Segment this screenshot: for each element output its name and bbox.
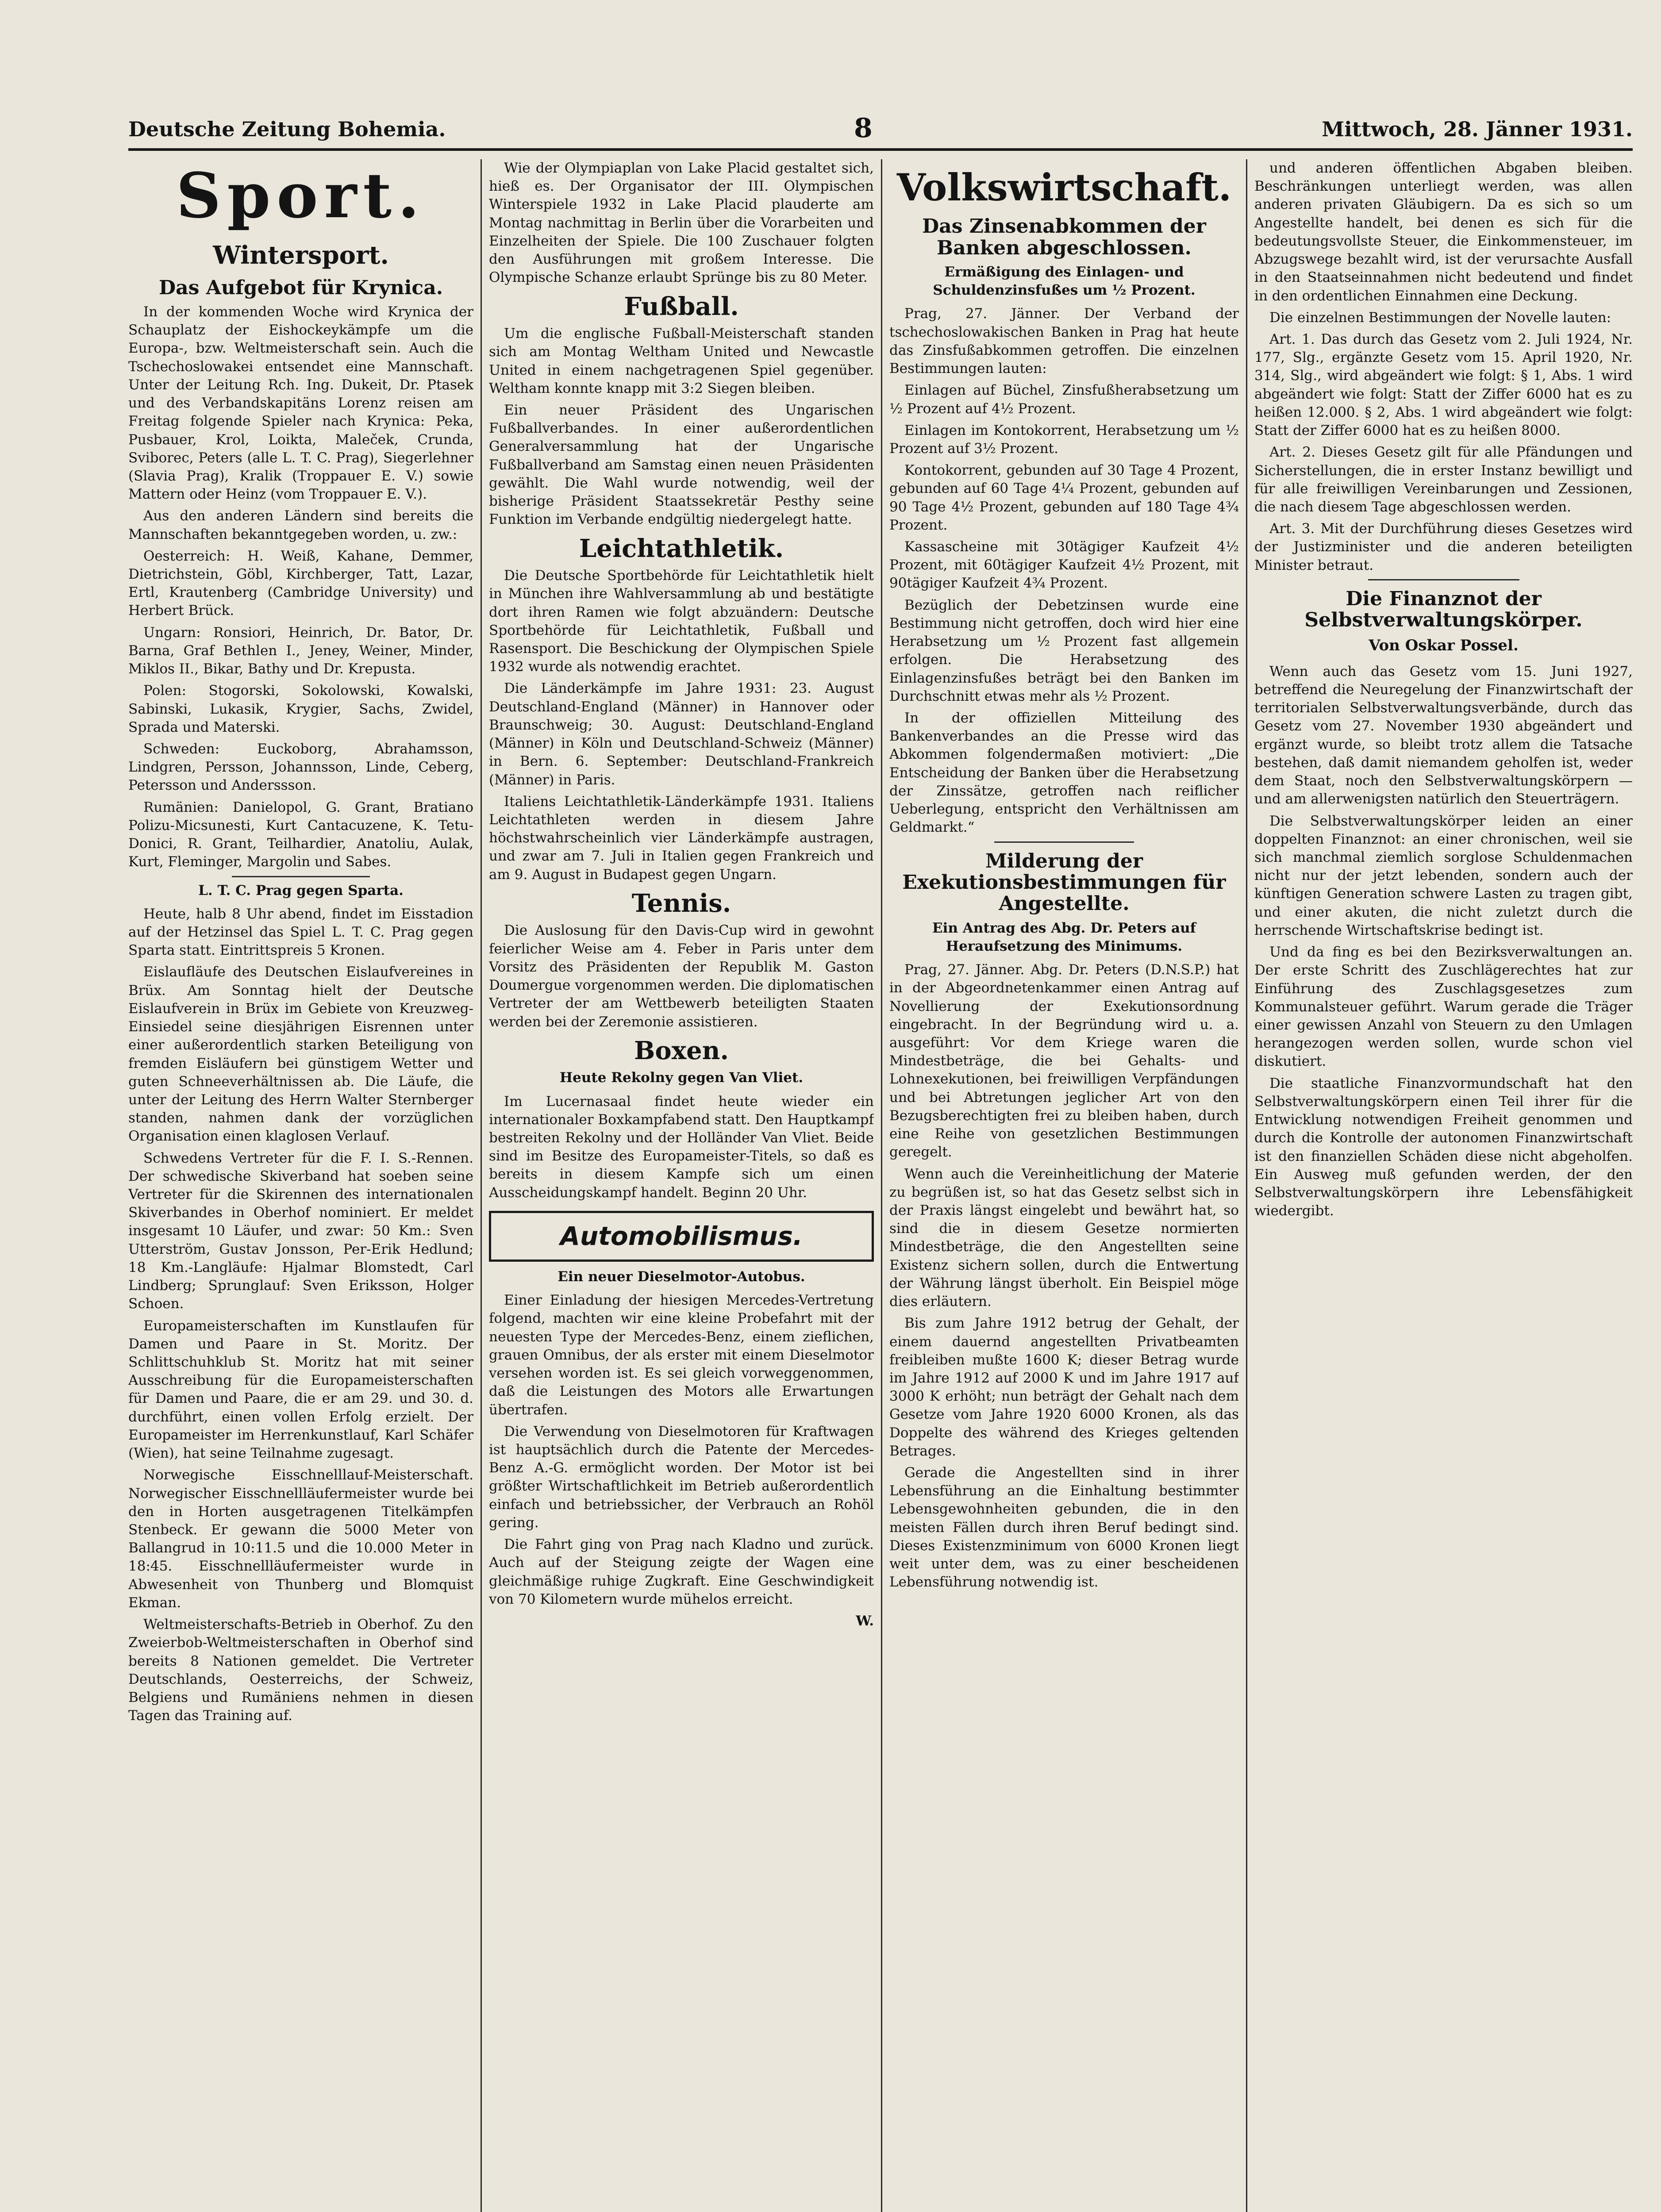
article-paragraph: Wenn auch das Gesetz vom 15. Juni 1927, betreffend die Neuregelung der Finanzwirtschaft der territorialen Selbstverwaltungsverbände, durch das Gesetz vom 27. November 1930 abgeändert und ergänzt wurde, so bleibt trotz allem die Tatsache bestehen, daß damit niemandem geholfen ist, weder dem Staat, noch den Selbstverwaltungskörpern — und am allerwenigsten natürlich den Steuerträgern. bbox=[1254, 663, 1633, 807]
subheading-autobus: Ein neuer Dieselmotor-Autobus. bbox=[558, 1269, 805, 1285]
heading-krynica: Das Aufgebot für Krynica. bbox=[158, 276, 443, 299]
heading-sparta: L. T. C. Prag gegen Sparta. bbox=[198, 882, 404, 899]
article-paragraph: Art. 1. Das durch das Gesetz vom 2. Juli 1924, Nr. 177, Slg., ergänzte Gesetz vom 15. April 1920, Nr. 314, Slg., wird abgeändert wie folgt: § 1, Abs. 1 wird abgeändert wie folgt: Statt der Ziffer 6000 hat es zu heißen 12.000. § 2, Abs. 1 wird abgeändert wie folgt: Statt der Ziffer 6000 hat es zu heißen 8000. bbox=[1254, 331, 1633, 439]
article-paragraph: Die Selbstverwaltungskörper leiden an einer doppelten Finanznot: an einer chronischen, weil sie sich manchmal ziemlich sorglose Schuldenmachen nicht nur der jetzt lebenden, sondern auch der künftigen Generation schwere Lasten zu tragen gibt, und einer akuten, die nicht zuletzt durch die herrschende Wirtschaftskrise bedingt ist. bbox=[1254, 813, 1633, 938]
article-paragraph: Norwegische Eisschnelllauf-Meisterschaft. Norwegischer Eisschnellläufermeister wurde bei den in Horten ausgetragenen Titelkämpfen Stenbeck. Er gewann die 5000 Meter von Ballangrud in 10:11.5 und die 10.000 Meter in 18:45. Eisschnellläufermeister wurde in Abwesenheit von Thunberg und Blomquist Ekman. bbox=[128, 1467, 473, 1611]
column-volkswirtschaft-continued bbox=[1254, 159, 1633, 2212]
article-paragraph: Gerade die Angestellten sind in ihrer Lebensführung an die Einhaltung bestimmter Lebensgewohnheiten gebunden, die in den meisten Fällen durch ihren Beruf bedingt sind. Dieses Existenzminimum von 6000 Kronen liegt weit unter dem, was zu einer bescheidenen Lebensführung notwendig ist. bbox=[889, 1465, 1239, 1590]
heading-fussball: Fußball. bbox=[624, 292, 739, 321]
article-paragraph: Ungarn: Ronsiori, Heinrich, Dr. Bator, Dr. Barna, Graf Bethlen I., Jeney, Weiner, Minder, Miklos II., Bikar, Bathy und Dr. Krepusta. bbox=[128, 624, 473, 677]
article-paragraph: Heute, halb 8 Uhr abend, findet im Eisstadion auf der Hetzinsel das Spiel L. T. C. Prag gegen Sparta statt. Eintrittspreis 5 Kronen. bbox=[128, 906, 473, 959]
article-paragraph: Einlagen auf Büchel, Zinsfußherabsetzung um ½ Prozent auf 4½ Prozent. bbox=[889, 382, 1239, 417]
column-rule bbox=[1246, 159, 1247, 2212]
article-paragraph: Die einzelnen Bestimmungen der Novelle lauten: bbox=[1269, 309, 1611, 326]
article-paragraph: Aus den anderen Ländern sind bereits die Mannschaften bekanntgegeben worden, u. zw.: bbox=[128, 508, 473, 542]
article-paragraph: Polen: Stogorski, Sokolowski, Kowalski, Sabinski, Lukasik, Krygier, Sachs, Zwidel, Sprada und Materski. bbox=[128, 683, 473, 735]
article-paragraph: Bis zum Jahre 1912 betrug der Gehalt, der einem dauernd angestellten Privatbeamten freibleiben mußte 1600 K; dieser Betrag wurde im Jahre 1912 auf 2000 K und im Jahre 1917 auf 3000 K erhöht; nun beträgt der Gehalt nach dem Gesetze vom Jahre 1920 6000 Kronen, als das Doppelte des während des Krieges geltenden Betrages. bbox=[889, 1315, 1239, 1459]
article-paragraph: Die Länderkämpfe im Jahre 1931: 23. August Deutschland-England (Männer) in Hannover oder Braunschweig; 30. August: Deutschland-England (Männer) in Köln und Deutschland-Schweiz (Männer) in Bern. 6. September: Deutschland-Frankreich (Männer) in Paris. bbox=[489, 680, 874, 788]
article-paragraph: Eislaufläufe des Deutschen Eislaufvereines in Brüx. Am Sonntag hielt der Deutsche Eislaufverein in Brüx im Gebiete von Kreuzweg-Einsiedel seine diesjährigen Eisrennen unter einer außerordentlich starken Beteiligung von fremden Eisläufern bei günstigem Wetter und guten Schneeverhältnissen ab. Die Läufe, die unter der Leitung des Herrn Walter Sternberger standen, nahmen dank der vorzüglichen Organisation einen klaglosen Verlauf. bbox=[128, 964, 473, 1144]
article-paragraph: Bezüglich der Debetzinsen wurde eine Bestimmung nicht getroffen, doch wird hier eine Herabsetzung um ½ Prozent fast allgemein erfolgen. Die Herabsetzung des Einlagenzinsfußes beträgt bei den Banken im Durchschnitt etwas mehr als ½ Prozent. bbox=[889, 597, 1239, 704]
issue-date: Mittwoch, 28. Jänner 1931. bbox=[1322, 117, 1633, 141]
article-paragraph: Oesterreich: H. Weiß, Kahane, Demmer, Dietrichstein, Göbl, Kirchberger, Tatt, Lazar, Ertl, Krautenberg (Cambridge University) und Herbert Brück. bbox=[128, 548, 473, 619]
article-paragraph: Die Deutsche Sportbehörde für Leichtathletik hielt in München ihre Wahlversammlung ab und bestätigte dort ihren Ramen wie folgt abzuändern: Deutsche Sportbehörde für Leichtathletik, Fußball und Rasensport. Die Beschickung der Olympischen Spiele 1932 wurde als notwendig erachtet. bbox=[489, 568, 874, 675]
article-paragraph: und anderen öffentlichen Abgaben bleiben. Beschränkungen unterliegt werden, was allen anderen privaten Gläubigern. Da es sich so um Angestellte handelt, bei denen es sich für die bedeutungsvollste Steuer, die Einkommensteuer, im Abzugswege bezahlt wird, ist der verursachte Ausfall in den Staatseinnahmen nicht bedeutend und findet in den ordentlichen Einnahmen eine Deckung. bbox=[1254, 160, 1633, 304]
heading-zinsenabkommen: Das Zinsenabkommen der Banken abgeschlossen. bbox=[922, 215, 1206, 259]
article-paragraph: Im Lucernasaal findet heute wieder ein internationaler Boxkampfabend statt. Den Hauptkampf bestreiten Rekolny und der Holländer Van Vliet. Beide sind im Besitze des Europameister-Titels, so daß es bereits in diesem Kampfe sich um einen Ausscheidungskampf handelt. Beginn 20 Uhr. bbox=[489, 1093, 874, 1201]
article-paragraph: Italiens Leichtathletik-Länderkämpfe 1931. Italiens Leichtathleten werden in diesem Jahre höchstwahrscheinlich vier Länderkämpfe austragen, und zwar am 7. Juli in Italien gegen Frankreich und am 9. August in Budapest gegen Ungarn. bbox=[489, 793, 874, 883]
heading-leichtathletik: Leichtathletik. bbox=[579, 534, 784, 563]
article-paragraph: Schwedens Vertreter für die F. I. S.-Rennen. Der schwedische Skiverband hat soeben seine Vertreter für die Skirennen des internationalen Skiverbandes in Oberhof nominiert. Er meldet insgesamt 10 Läufer, und zwar: 50 Km.: Sven Utterström, Gustav Jonsson, Per-Erik Hedlund; 18 Km.-Langläufe: Hjalmar Blomstedt, Carl Lindberg; Sprunglauf: Sven Eriksson, Holger Schoen. bbox=[128, 1150, 473, 1312]
section-title-volkswirtschaft: Volkswirtschaft. bbox=[896, 165, 1232, 209]
article-paragraph: Ein neuer Präsident des Ungarischen Fußballverbandes. In einer außerordentlichen Generalversammlung hat der Ungarische Fußballverband am Samstag einen neuen Präsidenten gewählt. Die Wahl wurde notwendig, weil der bisherige Präsident Staatssekretär Pesthy seine Funktion im Verbande endgültig niedergelegt hatte. bbox=[489, 402, 874, 528]
article-paragraph: Weltmeisterschafts-Betrieb in Oberhof. Zu den Zweierbob-Weltmeisterschaften in Oberhof sind bereits 8 Nationen gemeldet. Die Vertreter Deutschlands, Oesterreichs, der Schweiz, Belgiens und Rumäniens nehmen in diesen Tagen das Training auf. bbox=[128, 1617, 473, 1724]
author-signature: W. bbox=[856, 1613, 874, 1629]
article-paragraph: Und da fing es bei den Bezirksverwaltungen an. Der erste Schritt des Zuschlägerechtes hat zur Einführung des Zuschlagsgesetzes zum Kommunalsteuer geführt. Warum gerade die Träger einer gewissen Anzahl von Steuern zu den Umlagen herangezogen werden sollen, wurde schon viel diskutiert. bbox=[1254, 944, 1633, 1070]
masthead-title: Deutsche Zeitung Bohemia. bbox=[128, 117, 446, 141]
page-number: 8 bbox=[854, 113, 873, 144]
article-paragraph: Europameisterschaften im Kunstlaufen für Damen und Paare in St. Moritz. Der Schlittschuhklub St. Moritz hat mit seiner Ausschreibung für die Europameisterschaften für Damen und Paare, die er am 29. und 30. d. durchführt, einen vollen Erfolg erzielt. Der Europameister im Herrenkunstlauf, Karl Schäfer (Wien), hat seine Teilnahme zugesagt. bbox=[128, 1317, 473, 1462]
divider bbox=[994, 841, 1134, 843]
article-paragraph: Um die englische Fußball-Meisterschaft standen sich am Montag Weltham United und Newcastle United in einem nachgetragenen Spiel gegenüber. Weltham konnte knapp mit 3:2 Siegen bleiben. bbox=[489, 326, 874, 396]
page-header bbox=[128, 113, 1633, 151]
article-paragraph: Schweden: Euckoborg, Abrahamsson, Lindgren, Persson, Johannsson, Linde, Ceberg, Petersson und Anderssson. bbox=[128, 741, 473, 794]
article-paragraph: Die staatliche Finanzvormundschaft hat den Selbstverwaltungskörpern einen Teil ihrer für die Entwicklung notwendigen Freiheit genommen und durch die Kontrolle der autonomen Finanzwirtschaft ist den finanziellen Schäden diese nicht abgeholfen. Ein Ausweg muß gefunden werden, der den Selbstverwaltungskörpern ihre Lebensfähigkeit wiedergibt. bbox=[1254, 1075, 1633, 1219]
column-volkswirtschaft bbox=[889, 159, 1239, 2212]
article-paragraph: Einer Einladung der hiesigen Mercedes-Vertretung folgend, machten wir eine kleine Probefahrt mit der neuesten Type der Mercedes-Benz, einem zieflichen, grauen Omnibus, der als erster mit einem Dieselmotor versehen worden ist. Es sei gleich vorweggenommen, daß die Leistungen des Motors alle Erwartungen übertrafen. bbox=[489, 1292, 874, 1418]
article-paragraph: In der offiziellen Mitteilung des Bankenverbandes an die Presse wird das Abkommen folgendermaßen motiviert: „Die Entscheidung der Banken über die Herabsetzung der Zinssätze, getroffen nach reiflicher Ueberlegung, entspricht den Verhältnissen am Geldmarkt.“ bbox=[889, 710, 1239, 836]
divider bbox=[1368, 579, 1519, 580]
article-paragraph: Wie der Olympiaplan von Lake Placid gestaltet sich, hieß es. Der Organisator der III. Olympischen Winterspiele 1932 in Lake Placid plauderte am Montag nachmittag in Berlin über die Vorarbeiten und Einzelheiten der Spiele. Die 100 Zuschauer folgten den Ausführungen mit großem Interesse. Die Olympische Schanze erlaubt Sprünge bis zu 80 Meter. bbox=[489, 160, 874, 286]
subheading-boxen: Heute Rekolny gegen Van Vliet. bbox=[559, 1070, 804, 1086]
article-paragraph: Art. 2. Dieses Gesetz gilt für alle Pfändungen und Sicherstellungen, die in erster Instanz bewilligt und für alle freiwilligen Vereinbarungen und Zessionen, die nach diesem Tage abgeschlossen werden. bbox=[1254, 444, 1633, 515]
heading-finanznot: Die Finanznot der Selbstverwaltungskörper. bbox=[1304, 587, 1583, 632]
subheading-exekution: Ein Antrag des Abg. Dr. Peters auf Heraufsetzung des Minimums. bbox=[932, 920, 1196, 954]
article-paragraph: Kassascheine mit 30tägiger Kaufzeit 4½ Prozent, mit 60tägiger Kaufzeit 4½ Prozent, mit 90tägiger Kaufzeit 4¾ Prozent. bbox=[889, 539, 1239, 591]
heading-wintersport: Wintersport. bbox=[213, 241, 389, 270]
article-paragraph: Kontokorrent, gebunden auf 30 Tage 4 Prozent, gebunden auf 60 Tage 4¼ Prozent, gebunden auf 90 Tage 4½ Prozent, gebunden auf 180 Tage 4¾ Prozent. bbox=[889, 462, 1239, 533]
section-title-automobilismus: Automobilismus. bbox=[489, 1211, 874, 1262]
subheading-zinsenabkommen: Ermäßigung des Einlagen- und Schuldenzinsfußes um ½ Prozent. bbox=[933, 264, 1196, 299]
column-rule bbox=[881, 159, 882, 2212]
column-sport bbox=[128, 159, 473, 2212]
article-paragraph: Einlagen im Kontokorrent, Herabsetzung um ½ Prozent auf 3½ Prozent. bbox=[889, 422, 1239, 457]
author-byline: Von Oskar Possel. bbox=[1369, 636, 1519, 654]
article-paragraph: Die Auslosung für den Davis-Cup wird in gewohnt feierlicher Weise am 4. Feber in Paris unter dem Vorsitz des Präsidenten der Republik M. Gaston Doumergue vorgenommen werden. Die diplomatischen Vertreter der am Wettbewerb beteiligten Staaten werden bei der Zeremonie assistieren. bbox=[489, 922, 874, 1030]
column-rule bbox=[481, 159, 482, 2212]
heading-boxen: Boxen. bbox=[634, 1036, 729, 1065]
article-paragraph: In der kommenden Woche wird Krynica der Schauplatz der Eishockeykämpfe um die Europa-, bzw. Weltmeisterschaft sein. Auch die Tschechoslowakei entsendet eine Mannschaft. Unter der Leitung Rch. Ing. Dukeit, Dr. Ptasek und des Verbandskapitäns Lorenz reisen am Freitag folgende Spieler nach Krynica: Peka, Pusbauer, Krol, Loikta, Maleček, Crunda, Sviborec, Peters (alle L. T. C. Prag), Siegerlehner (Slavia Prag), Kralik (Troppauer E. V.) sowie Mattern oder Heinz (vom Troppauer E. V.). bbox=[128, 303, 473, 503]
article-paragraph: Prag, 27. Jänner. Abg. Dr. Peters (D.N.S.P.) hat in der Abgeordnetenkammer einen Antrag auf Novellierung der Exekutionsordnung eingebracht. In der Begründung wird u. a. ausgeführt: Vor dem Kriege waren die Mindestbeträge, die bei Gehalts- und Lohnexekutionen, bei freiwilligen Verpfändungen und bei Abtretungen jeglicher Art von den Bezugsberechtigten frei zu bleiben haben, durch eine Reihe von gesetzlichen Bestimmungen geregelt. bbox=[889, 962, 1239, 1160]
heading-tennis: Tennis. bbox=[631, 888, 731, 918]
article-paragraph: Art. 3. Mit der Durchführung dieses Gesetzes wird der Justizminister und die anderen beteiligten Minister betraut. bbox=[1254, 521, 1633, 573]
section-title-sport: Sport. bbox=[176, 160, 426, 232]
divider bbox=[232, 876, 370, 877]
article-paragraph: Die Fahrt ging von Prag nach Kladno und zurück. Auch auf der Steigung zeigte der Wagen eine gleichmäßige ruhige Zugkraft. Eine Geschwindigkeit von 70 Kilometern wurde mühelos erreicht. bbox=[489, 1536, 874, 1607]
article-paragraph: Prag, 27. Jänner. Der Verband der tschechoslowakischen Banken in Prag hat heute das Zinsfußabkommen getroffen. Die einzelnen Bestimmungen lauten: bbox=[889, 306, 1239, 377]
article-paragraph: Rumänien: Danielopol, G. Grant, Bratiano Polizu-Micsunesti, Kurt Cantacuzene, K. Tetu-Donici, R. Grant, Teilhardier, Anatoliu, Aulak, Kurt, Fleminger, Margolin und Sabes. bbox=[128, 799, 473, 870]
column-sport-continued bbox=[489, 159, 874, 2212]
article-paragraph: Die Verwendung von Dieselmotoren für Kraftwagen ist hauptsächlich durch die Patente der Mercedes-Benz A.-G. ermöglicht worden. Der Motor ist bei größter Wirtschaftlichkeit im Betrieb außerordentlich einfach und betriebssicher, der Verbrauch an Rohöl gering. bbox=[489, 1423, 874, 1531]
article-paragraph: Wenn auch die Vereinheitlichung der Materie zu begrüßen ist, so hat das Gesetz selbst sich in der Praxis längst eingelebt und bewährt hat, so sind die in diesem Gesetze normierten Mindestbeträge, die den Angestellten seine Existenz sichern sollen, durch die Entwertung der Währung längst überholt. Ein Beispiel möge dies erläutern. bbox=[889, 1166, 1239, 1310]
heading-exekution: Milderung der Exekutionsbestimmungen für Angestellte. bbox=[902, 849, 1226, 915]
